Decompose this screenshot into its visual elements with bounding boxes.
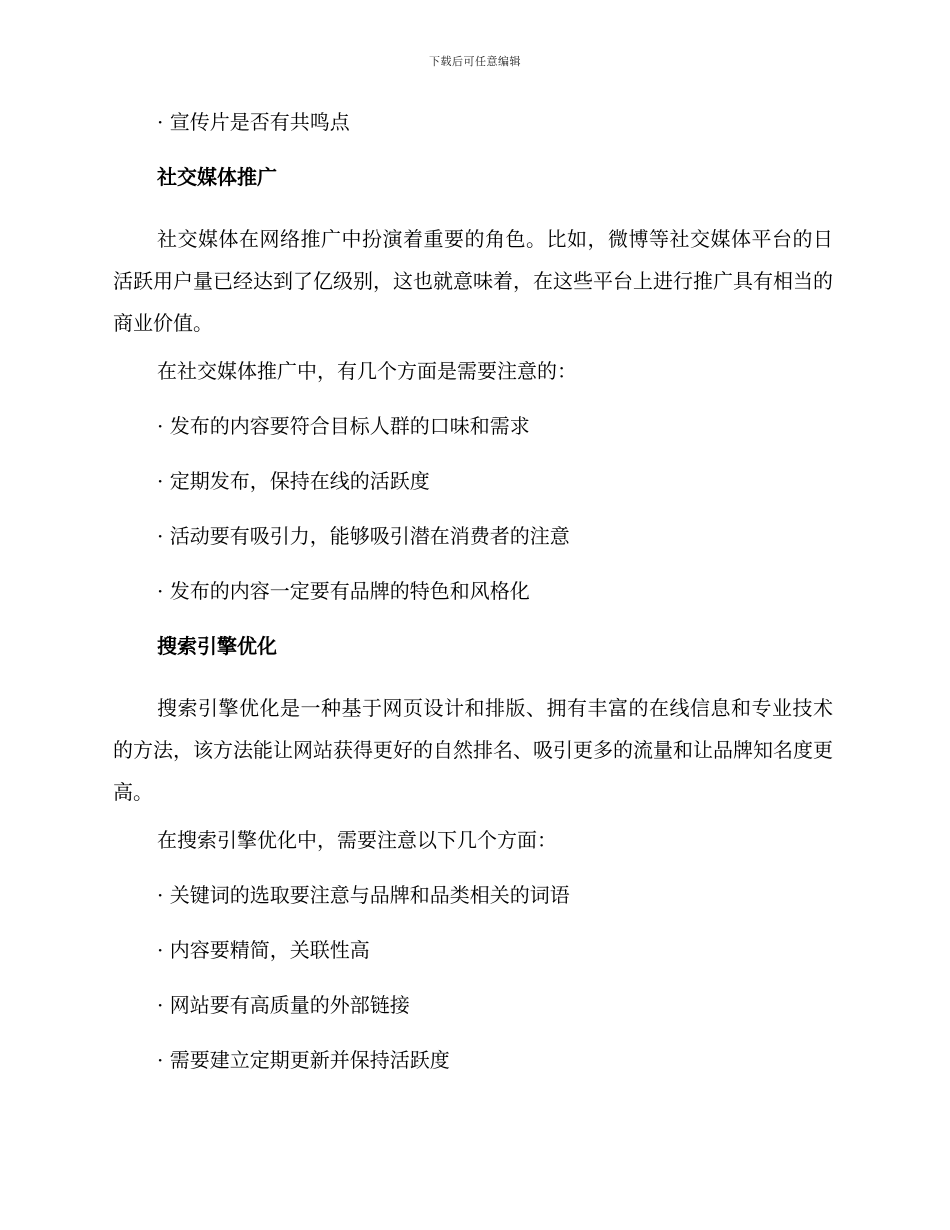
bullet-item: · 发布的内容要符合目标人群的口味和需求 xyxy=(157,414,530,438)
bullet-item: · 发布的内容一定要有品牌的特色和风格化 xyxy=(157,579,530,603)
paragraph-seo: 搜索引擎优化是一种基于网页设计和排版、拥有丰富的在线信息和专业技术的方法，该方法能让网站获得更好的自然排名、吸引更多的流量和让品牌知名度更高。 xyxy=(113,696,833,804)
bullet-item: · 活动要有吸引力，能够吸引潜在消费者的注意 xyxy=(157,524,570,548)
intro-seo: 在搜索引擎优化中，需要注意以下几个方面： xyxy=(157,828,557,852)
document-body xyxy=(113,108,833,1101)
intro-social-media: 在社交媒体推广中，有几个方面是需要注意的： xyxy=(157,359,577,383)
section-heading-social-media: 社交媒体推广 xyxy=(157,165,277,189)
bullet-item: · 网站要有高质量的外部链接 xyxy=(157,993,410,1017)
paragraph-social-media: 社交媒体在网络推广中扮演着重要的角色。比如，微博等社交媒体平台的日活跃用户量已经达到了亿级别，这也就意味着，在这些平台上进行推广具有相当的商业价值。 xyxy=(113,227,833,335)
page-header: 下载后可任意编辑 xyxy=(429,55,521,68)
bullet-item: · 宣传片是否有共鸣点 xyxy=(157,110,350,134)
bullet-item: · 关键词的选取要注意与品牌和品类相关的词语 xyxy=(157,883,570,907)
section-heading-seo: 搜索引擎优化 xyxy=(157,634,277,658)
bullet-item: · 内容要精简，关联性高 xyxy=(157,938,370,962)
bullet-item: · 需要建立定期更新并保持活跃度 xyxy=(157,1048,450,1072)
bullet-item: · 定期发布，保持在线的活跃度 xyxy=(157,469,430,493)
